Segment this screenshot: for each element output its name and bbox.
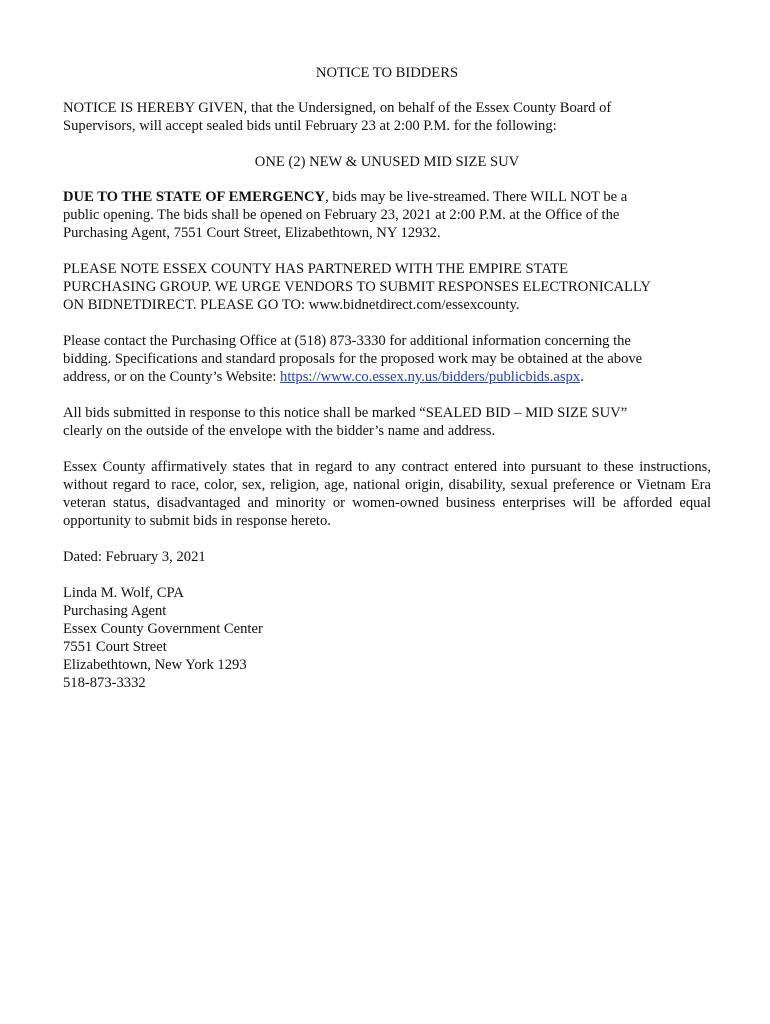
county-website-link[interactable]: https://www.co.essex.ny.us/bidders/publicbids.aspx (280, 369, 581, 385)
signer-street: 7551 Court Street (63, 639, 167, 655)
marking-paragraph (63, 404, 711, 440)
contact-line-3-tail: . (580, 369, 584, 385)
partnership-line-2: PURCHASING GROUP. WE URGE VENDORS TO SUBMIT RESPONSES ELECTRONICALLY (63, 279, 651, 295)
emergency-line-2: public opening. The bids shall be opened on February 23, 2021 at 2:00 P.M. at the Office of the (63, 207, 620, 223)
contact-paragraph (63, 332, 711, 386)
partnership-line-1: PLEASE NOTE ESSEX COUNTY HAS PARTNERED WITH THE EMPIRE STATE (63, 261, 569, 277)
emergency-paragraph (63, 188, 711, 242)
contact-line-1: Please contact the Purchasing Office at (518) 873-3330 for additional information concerning the (63, 333, 631, 349)
contact-line-2: bidding. Specifications and standard proposals for the proposed work may be obtained at the above (63, 351, 643, 367)
signer-organization: Essex County Government Center (63, 621, 263, 637)
signer-role: Purchasing Agent (63, 603, 167, 619)
equal-opportunity-paragraph: Essex County affirmatively states that in regard to any contract entered into pursuant to these instructions, without regard to race, color, sex, religion, age, national origin, disability, sexual preference or Vietnam Era veteran status, disadvantaged and minority or women-owned business enterprises will be afforded equal opportunity to submit bids in response hereto. (63, 459, 711, 529)
emergency-line-3: Purchasing Agent, 7551 Court Street, Elizabethtown, NY 12932. (63, 225, 441, 241)
signer-phone: 518-873-3332 (63, 675, 146, 691)
partnership-line-3: ON BIDNETDIRECT. PLEASE GO TO: www.bidnetdirect.com/essexcounty. (63, 297, 520, 313)
intro-line-2: Supervisors, will accept sealed bids until February 23 at 2:00 P.M. for the following: (63, 118, 557, 134)
notice-document (63, 64, 711, 692)
emergency-line-1-rest: , bids may be live-streamed. There WILL NOT be a (325, 189, 628, 205)
marking-line-2: clearly on the outside of the envelope with the bidder’s name and address. (63, 423, 496, 439)
marking-line-1: All bids submitted in response to this notice shall be marked “SEALED BID – MID SIZE SUV” (63, 405, 628, 421)
document-title: NOTICE TO BIDDERS (315, 65, 459, 81)
intro-line-1: NOTICE IS HEREBY GIVEN, that the Undersigned, on behalf of the Essex County Board of (63, 100, 612, 116)
emergency-lead: DUE TO THE STATE OF EMERGENCY (63, 189, 326, 205)
signer-city: Elizabethtown, New York 1293 (63, 657, 247, 673)
signer-name: Linda M. Wolf, CPA (63, 585, 184, 601)
bid-item: ONE (2) NEW & UNUSED MID SIZE SUV (254, 154, 520, 170)
partnership-paragraph (63, 260, 711, 314)
dated-line: Dated: February 3, 2021 (63, 549, 206, 565)
signature-block (63, 584, 711, 692)
contact-line-3-lead: address, or on the County’s Website: (63, 369, 281, 385)
intro-paragraph (63, 99, 711, 135)
